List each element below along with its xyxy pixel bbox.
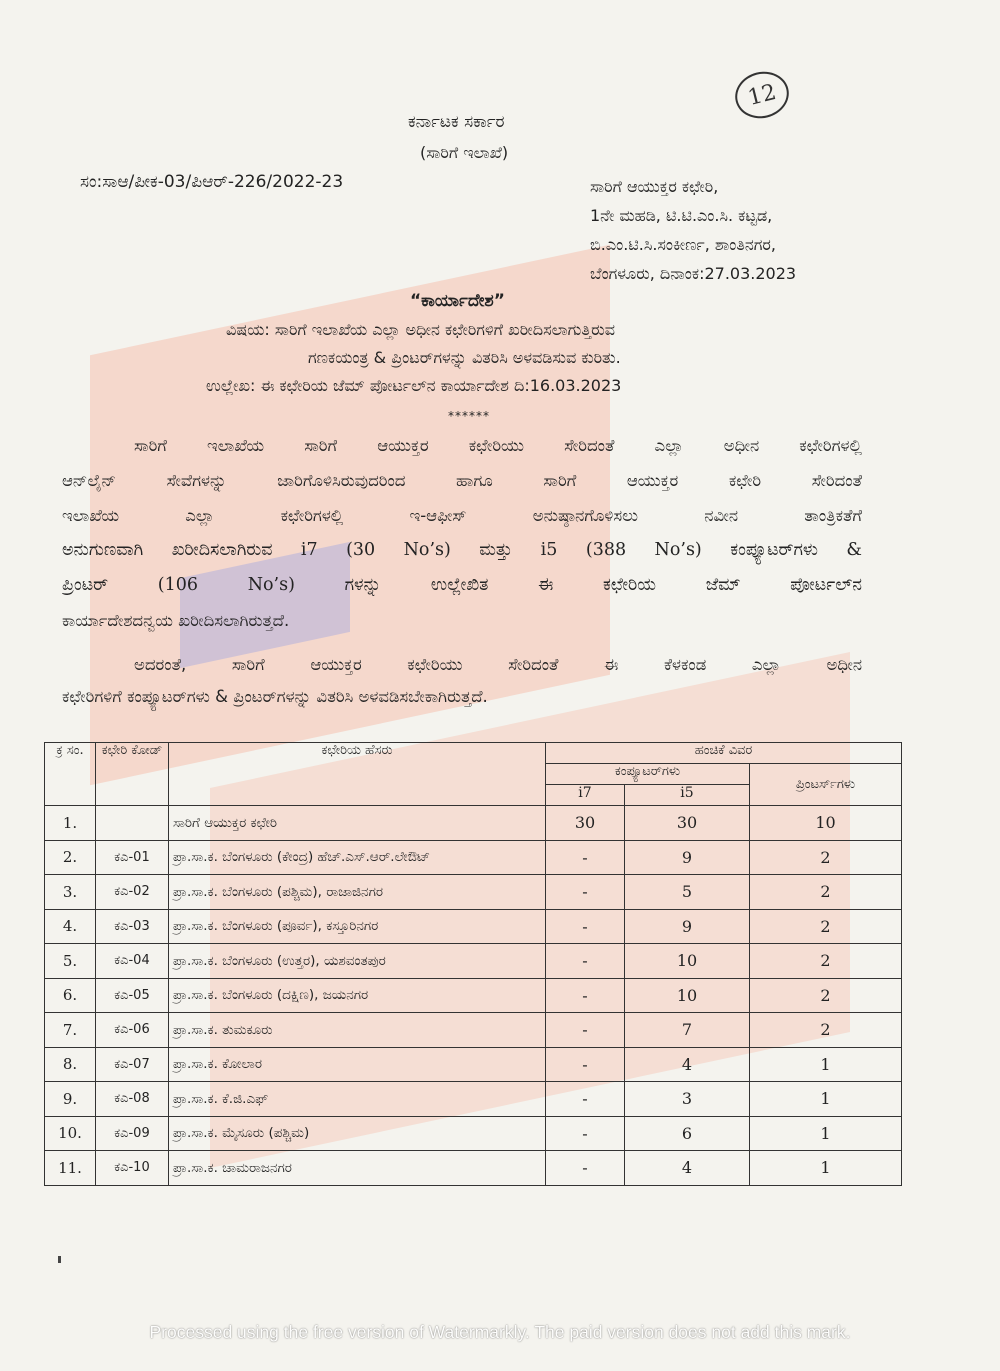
cell-printer-count: 1 xyxy=(750,1047,902,1082)
cell-office-code: ಕಎ-04 xyxy=(96,944,169,979)
header-allocation: ಹಂಚಿಕೆ ವಿವರ xyxy=(546,743,902,764)
table-row xyxy=(45,806,902,841)
cell-printer-count: 1 xyxy=(750,1082,902,1117)
table-row xyxy=(45,1116,902,1151)
cell-sl-no: 3. xyxy=(45,875,96,910)
cell-office-code: ಕಎ-06 xyxy=(96,1013,169,1048)
cell-printer-count: 2 xyxy=(750,840,902,875)
cell-office-code: ಕಎ-09 xyxy=(96,1116,169,1151)
paragraph-line: ಅನುಗುಣವಾಗಿ ಖರೀದಿಸಲಾಗಿರುವ i7 (30 No’s) ಮತ್ತು i5 (388 No’s) ಕಂಪ್ಯೂಟರ್‌ಗಳು & xyxy=(62,540,862,560)
subject-line: ಗಣಕಯಂತ್ರ & ಪ್ರಿಂಟರ್‌ಗಳನ್ನು ವಿತರಿಸಿ ಅಳವಡಿಸುವ ಕುರಿತು. xyxy=(308,348,621,367)
order-title: “ಕಾರ್ಯಾದೇಶ” xyxy=(410,291,505,311)
table-row xyxy=(45,978,902,1013)
cell-printer-count: 2 xyxy=(750,944,902,979)
table-row xyxy=(45,944,902,979)
cell-printer-count: 1 xyxy=(750,1116,902,1151)
cell-office-name: ಪ್ರಾ.ಸಾ.ಕ. ಬೆಂಗಳೂರು (ಪೂರ್ವ), ಕಸ್ತೂರಿನಗರ xyxy=(169,909,546,944)
cell-sl-no: 5. xyxy=(45,944,96,979)
office-address xyxy=(590,172,796,288)
government-name: ಕರ್ನಾಟಕ ಸರ್ಕಾರ xyxy=(408,112,505,132)
cell-printer-count: 2 xyxy=(750,1013,902,1048)
address-line: 1ನೇ ಮಹಡಿ, ಟಿ.ಟಿ.ಎಂ.ಸಿ. ಕಟ್ಟಡ, xyxy=(590,206,773,225)
cell-i5-count: 5 xyxy=(625,875,750,910)
cell-sl-no: 4. xyxy=(45,909,96,944)
handwritten-page-number: 12 xyxy=(730,66,794,124)
body-paragraph-2 xyxy=(62,649,862,713)
cell-i7-count: 30 xyxy=(546,806,625,841)
cell-i5-count: 6 xyxy=(625,1116,750,1151)
cell-i7-count: - xyxy=(546,1013,625,1048)
cell-printer-count: 10 xyxy=(750,806,902,841)
cell-i5-count: 10 xyxy=(625,944,750,979)
cell-office-code: ಕಎ-08 xyxy=(96,1082,169,1117)
paragraph-line: ಆನ್‌ಲೈನ್ ಸೇವೆಗಳನ್ನು ಜಾರಿಗೊಳಿಸಿರುವುದರಿಂದ ಹಾಗೂ ಸಾರಿಗೆ ಆಯುಕ್ತರ ಕಛೇರಿ ಸೇರಿದಂತೆ xyxy=(62,471,862,490)
cell-i7-count: - xyxy=(546,840,625,875)
cell-printer-count: 2 xyxy=(750,909,902,944)
cell-printer-count: 1 xyxy=(750,1151,902,1186)
table-row xyxy=(45,1082,902,1117)
subject-line: ವಿಷಯ: ಸಾರಿಗೆ ಇಲಾಖೆಯ ಎಲ್ಲಾ ಅಧೀನ ಕಛೇರಿಗಳಿಗೆ ಖರೀದಿಸಲಾಗುತ್ತಿರುವ xyxy=(226,320,616,339)
table-row xyxy=(45,1151,902,1186)
header-office-code: ಕಛೇರಿ ಕೋಡ್ xyxy=(96,743,169,806)
header-i5: i5 xyxy=(625,785,750,806)
cell-sl-no: 1. xyxy=(45,806,96,841)
reference-line: ಉಲ್ಲೇಖ: ಈ ಕಛೇರಿಯ ಜೆಮ್ ಪೋರ್ಟಲ್‌ನ ಕಾರ್ಯಾದೇಶ ದಿ:16.03.2023 xyxy=(206,376,622,395)
cell-office-name: ಪ್ರಾ.ಸಾ.ಕ. ಬೆಂಗಳೂರು (ಉತ್ತರ), ಯಶವಂತಪುರ xyxy=(169,944,546,979)
cell-i5-count: 9 xyxy=(625,909,750,944)
cell-office-code xyxy=(96,806,169,841)
body-paragraph-1 xyxy=(62,428,862,638)
cell-office-name: ಪ್ರಾ.ಸಾ.ಕ. ಬೆಂಗಳೂರು (ಪಶ್ಚಿಮ), ರಾಜಾಜಿನಗರ xyxy=(169,875,546,910)
address-line: ಬಿ.ಎಂ.ಟಿ.ಸಿ.ಸಂಕೀರ್ಣ, ಶಾಂತಿನಗರ, xyxy=(590,235,776,254)
cell-sl-no: 11. xyxy=(45,1151,96,1186)
table-body xyxy=(45,806,902,1186)
cell-i5-count: 7 xyxy=(625,1013,750,1048)
header-computers: ಕಂಪ್ಯೂಟರ್‌ಗಳು xyxy=(546,764,750,785)
header-i7: i7 xyxy=(546,785,625,806)
reference-number: ಸಂ:ಸಾಆ/ಪೀಕ-03/ಪಿಆರ್-226/2022-23 xyxy=(80,172,344,192)
cell-sl-no: 6. xyxy=(45,978,96,1013)
cell-office-name: ಪ್ರಾ.ಸಾ.ಕ. ಬೆಂಗಳೂರು (ಕೇಂದ್ರ) ಹೆಚ್.ಎಸ್.ಆರ್.ಲೇಔಟ್ xyxy=(169,840,546,875)
cell-printer-count: 2 xyxy=(750,875,902,910)
table-row xyxy=(45,1047,902,1082)
cell-i5-count: 4 xyxy=(625,1047,750,1082)
cell-office-name: ಪ್ರಾ.ಸಾ.ಕ. ತುಮಕೂರು xyxy=(169,1013,546,1048)
cell-office-code: ಕಎ-10 xyxy=(96,1151,169,1186)
paragraph-line: ಅದರಂತೆ, ಸಾರಿಗೆ ಆಯುಕ್ತರ ಕಛೇರಿಯು ಸೇರಿದಂತೆ ಈ ಕೆಳಕಂಡ ಎಲ್ಲಾ ಅಧೀನ xyxy=(134,655,862,674)
cell-office-name: ಪ್ರಾ.ಸಾ.ಕ. ಬೆಂಗಳೂರು (ದಕ್ಷಿಣ), ಜಯನಗರ xyxy=(169,978,546,1013)
header-office-name: ಕಛೇರಿಯ ಹೆಸರು xyxy=(169,743,546,806)
scan-mark xyxy=(58,1256,61,1263)
paragraph-line: ಕಛೇರಿಗಳಿಗೆ ಕಂಪ್ಯೂಟರ್‌ಗಳು & ಪ್ರಿಂಟರ್‌ಗಳನ್ನು ವಿತರಿಸಿ ಅಳವಡಿಸಬೇಕಾಗಿರುತ್ತದೆ. xyxy=(62,687,488,706)
cell-i7-count: - xyxy=(546,944,625,979)
cell-i5-count: 10 xyxy=(625,978,750,1013)
cell-sl-no: 8. xyxy=(45,1047,96,1082)
cell-office-code: ಕಎ-03 xyxy=(96,909,169,944)
cell-i5-count: 4 xyxy=(625,1151,750,1186)
cell-i5-count: 9 xyxy=(625,840,750,875)
cell-i7-count: - xyxy=(546,1151,625,1186)
cell-sl-no: 7. xyxy=(45,1013,96,1048)
cell-sl-no: 10. xyxy=(45,1116,96,1151)
cell-sl-no: 2. xyxy=(45,840,96,875)
table-row xyxy=(45,840,902,875)
cell-sl-no: 9. xyxy=(45,1082,96,1117)
watermark-text: Processed using the free version of Watermarkly. The paid version does not add this mark. xyxy=(149,1322,851,1342)
paragraph-line: ಕಾರ್ಯಾದೇಶದನ್ವಯ ಖರೀದಿಸಲಾಗಿರುತ್ತದೆ. xyxy=(62,611,290,630)
header-sl-no: ಕ್ರ ಸಂ. xyxy=(45,743,96,806)
cell-office-code: ಕಎ-02 xyxy=(96,875,169,910)
cell-office-name: ಸಾರಿಗೆ ಆಯುಕ್ತರ ಕಛೇರಿ xyxy=(169,806,546,841)
cell-i7-count: - xyxy=(546,909,625,944)
address-line: ಸಾರಿಗೆ ಆಯುಕ್ತರ ಕಛೇರಿ, xyxy=(590,177,719,196)
paragraph-line: ಸಾರಿಗೆ ಇಲಾಖೆಯ ಸಾರಿಗೆ ಆಯುಕ್ತರ ಕಛೇರಿಯು ಸೇರಿದಂತೆ ಎಲ್ಲಾ ಅಧೀನ ಕಛೇರಿಗಳಲ್ಲಿ xyxy=(134,436,862,455)
cell-i7-count: - xyxy=(546,1082,625,1117)
cell-i5-count: 3 xyxy=(625,1082,750,1117)
cell-office-code: ಕಎ-05 xyxy=(96,978,169,1013)
cell-office-name: ಪ್ರಾ.ಸಾ.ಕ. ಕೆ.ಜಿ.ಎಫ್ xyxy=(169,1082,546,1117)
table-row xyxy=(45,909,902,944)
cell-printer-count: 2 xyxy=(750,978,902,1013)
paragraph-line: ಪ್ರಿಂಟರ್ (106 No’s) ಗಳನ್ನು ಉಲ್ಲೇಖಿತ ಈ ಕಛೇರಿಯ ಜೆಮ್ ಪೋರ್ಟಲ್‌ನ xyxy=(62,575,862,595)
cell-office-name: ಪ್ರಾ.ಸಾ.ಕ. ಮೈಸೂರು (ಪಶ್ಚಿಮ) xyxy=(169,1116,546,1151)
cell-i5-count: 30 xyxy=(625,806,750,841)
distribution-table xyxy=(44,742,902,1186)
table-row xyxy=(45,875,902,910)
cell-office-name: ಪ್ರಾ.ಸಾ.ಕ. ಚಾಮರಾಜನಗರ xyxy=(169,1151,546,1186)
cell-office-name: ಪ್ರಾ.ಸಾ.ಕ. ಕೋಲಾರ xyxy=(169,1047,546,1082)
cell-i7-count: - xyxy=(546,978,625,1013)
cell-i7-count: - xyxy=(546,875,625,910)
cell-office-code: ಕಎ-07 xyxy=(96,1047,169,1082)
cell-i7-count: - xyxy=(546,1116,625,1151)
header-printers: ಪ್ರಿಂಟರ್ಸ್‌ಗಳು xyxy=(750,764,902,806)
cell-office-code: ಕಎ-01 xyxy=(96,840,169,875)
paragraph-line: ಇಲಾಖೆಯ ಎಲ್ಲಾ ಕಛೇರಿಗಳಲ್ಲಿ ಇ-ಆಫೀಸ್ ಅನುಷ್ಠಾನಗೊಳಿಸಲು ನವೀನ ತಾಂತ್ರಿಕತೆಗೆ xyxy=(62,506,862,525)
address-line-date: ಬೆಂಗಳೂರು, ದಿನಾಂಕ:27.03.2023 xyxy=(590,264,797,283)
cell-i7-count: - xyxy=(546,1047,625,1082)
separator: ****** xyxy=(448,409,490,423)
table-row xyxy=(45,1013,902,1048)
department-name: (ಸಾರಿಗೆ ಇಲಾಖೆ) xyxy=(420,143,509,162)
